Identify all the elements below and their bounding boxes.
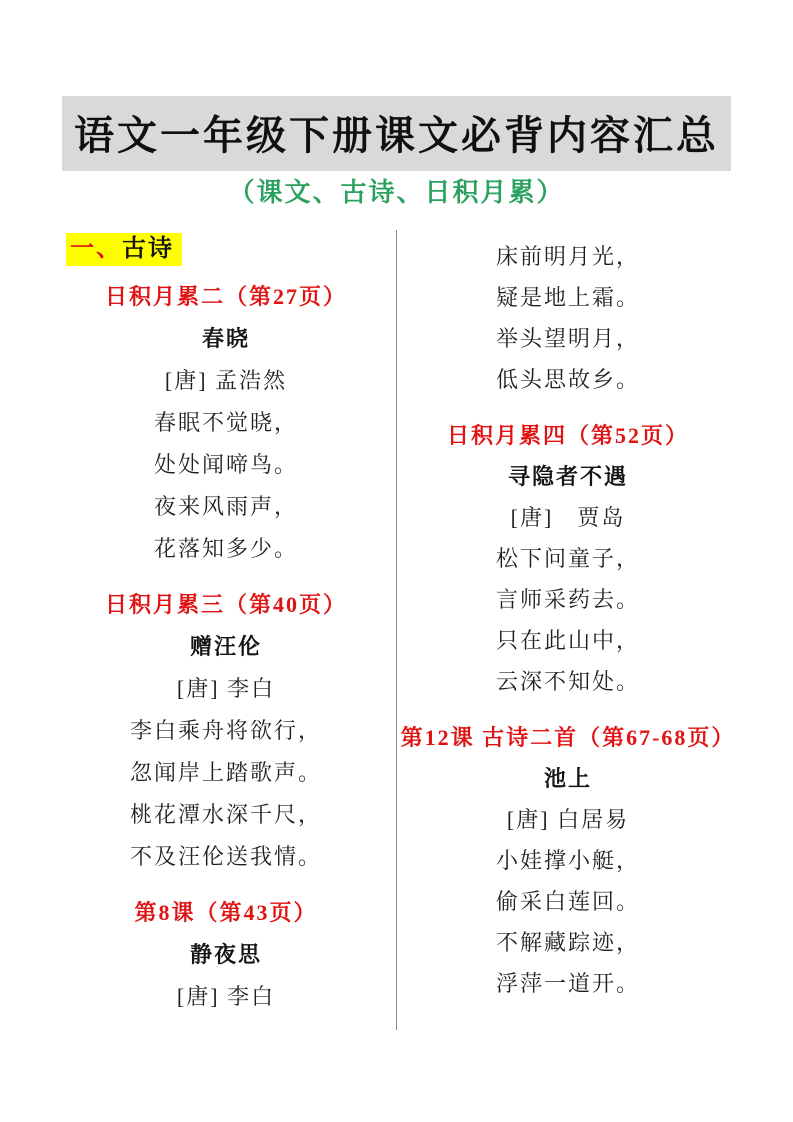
verse-line: 桃花潭水深千尺，	[129, 802, 322, 827]
section-name: 古诗	[122, 236, 174, 262]
poem-title: 池上	[543, 766, 592, 791]
poem-title: 寻隐者不遇	[507, 464, 628, 489]
verse-line: 低头思故乡。	[495, 367, 640, 392]
poem-author: [唐] 贾岛	[510, 505, 626, 530]
verse-line: 举头望明月，	[495, 326, 640, 351]
verse-line: 云深不知处。	[495, 669, 640, 694]
verse-line: 不及汪伦送我情。	[129, 844, 322, 869]
verse-line: 浮萍一道开。	[495, 971, 640, 996]
section-heading: 日积月累二（第27页）	[104, 284, 347, 309]
section-heading: 日积月累四（第52页）	[446, 423, 689, 448]
poem-title: 赠汪伦	[189, 634, 262, 659]
poem-author: [唐] 孟浩然	[164, 368, 288, 393]
poem-author: [唐] 李白	[176, 676, 276, 701]
page-subtitle: （课文、古诗、日积月累）	[228, 178, 565, 207]
column-divider	[396, 230, 397, 1030]
poem-title: 春晓	[201, 326, 250, 351]
left-column	[60, 262, 392, 1018]
verse-line: 床前明月光，	[495, 244, 640, 269]
verse-line: 言师采药去。	[495, 587, 640, 612]
verse-line: 松下问童子，	[495, 546, 640, 571]
right-column	[400, 236, 736, 1004]
verse-line: 小娃撑小艇，	[495, 848, 640, 873]
title-bar	[0, 96, 793, 171]
verse-line: 春眠不觉晓，	[153, 410, 298, 435]
verse-line: 处处闻啼鸟。	[153, 452, 298, 477]
section-heading: 第8课（第43页）	[134, 900, 318, 925]
poem-title: 静夜思	[189, 942, 262, 967]
section-heading: 第12课 古诗二首（第67-68页）	[400, 725, 736, 750]
verse-line: 李白乘舟将欲行，	[129, 718, 322, 743]
section-heading: 日积月累三（第40页）	[104, 592, 347, 617]
section-number: 一、	[70, 236, 122, 262]
poem-author: [唐] 李白	[176, 984, 276, 1009]
verse-line: 忽闻岸上踏歌声。	[129, 760, 322, 785]
poem-author: [唐] 白居易	[506, 807, 630, 832]
verse-line: 只在此山中，	[495, 628, 640, 653]
page-title: 语文一年级下册课文必背内容汇总	[62, 96, 731, 171]
verse-line: 疑是地上霜。	[495, 285, 640, 310]
verse-line: 花落知多少。	[153, 536, 298, 561]
verse-line: 不解藏踪迹，	[495, 930, 640, 955]
verse-line: 夜来风雨声，	[153, 494, 298, 519]
verse-line: 偷采白莲回。	[495, 889, 640, 914]
